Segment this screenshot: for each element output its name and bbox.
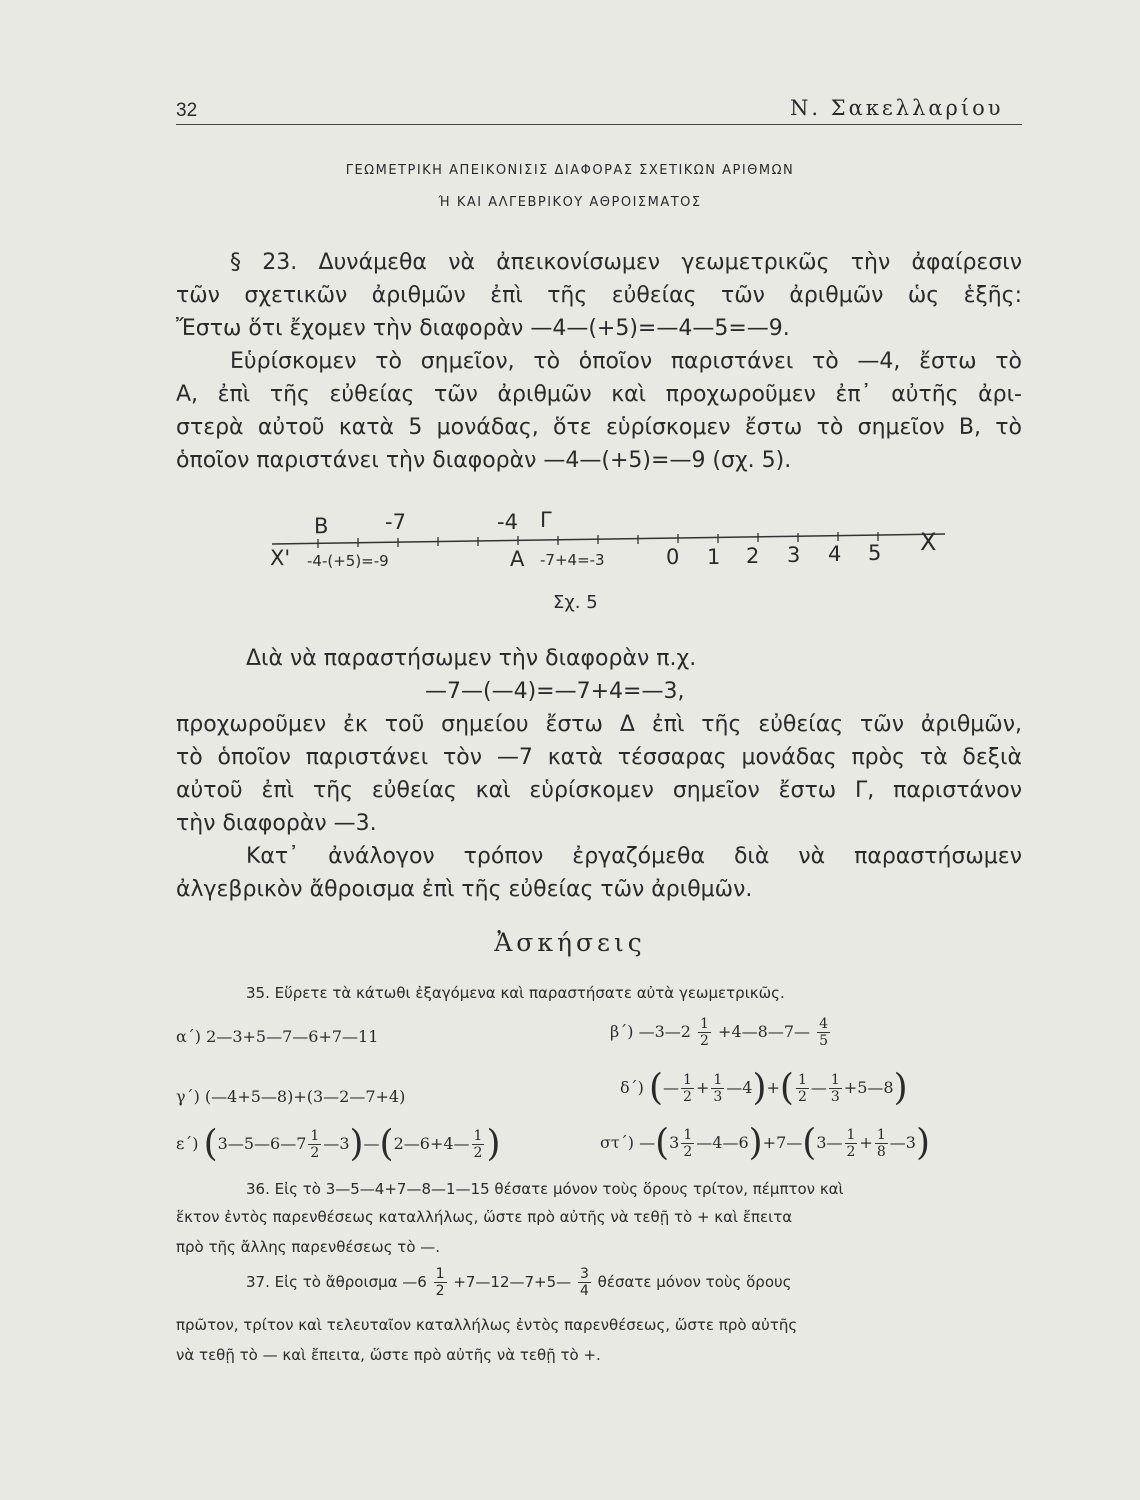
exercise-35-b: β΄) —3—2 $\frac{1}{2}$ +4—8—7— $\frac{4}{5}$ [610,1016,829,1049]
para1-line: § 23. Δυνάμεθα νὰ ἀπεικονίσωμεν γεωμετρικῶς τὴν ἀφαίρεσιν [230,250,1022,275]
exercise-37-line: πρῶτον, τρίτον καὶ τελευταῖον καταλλήλως ἐντὸς παρενθέσεως, ὥστε πρὸ αὐτῆς [176,1316,798,1334]
point-label-b: Β [314,514,329,538]
para2-line: τὴν διαφορὰν —3. [176,811,377,836]
expression-label-2: -7+4=-3 [540,551,605,569]
running-head-author: Ν. Σακελλαρίου [790,96,1004,120]
para2-line: προχωροῦμεν ἐκ τοῦ σημείου ἔστω Δ ἐπὶ τῆς εὐθείας τῶν ἀριθμῶν, [176,712,1022,737]
exercises-heading: Ἀσκήσεις [494,928,646,957]
section-title-line2: Ή ΚΑΙ ΑΛΓΕΒΡΙΚΟΥ ΑΘΡΟΙΣΜΑΤΟΣ [438,195,702,210]
exercise-35-d: δ΄) (— $\frac{1}{2}$ + $\frac{1}{3}$ —4)+( $\frac{1}{2}$ — $\frac{1}{3}$ +5—8) [620,1067,908,1109]
para1-line: Εὑρίσκομεν τὸ σημεῖον, τὸ ὁποῖον παριστάνει τὸ —4, ἔστω τὸ [230,349,1022,374]
exercise-36-line: πρὸ τῆς ἄλλης παρενθέσεως τὸ —. [176,1238,441,1256]
tick-label: 1 [707,545,721,569]
exercise-35-a: α΄) 2—3+5—7—6+7—11 [176,1027,379,1046]
point-label-a: Α [510,547,525,571]
exercise-35-c: γ΄) (—4+5—8)+(3—2—7+4) [176,1087,406,1106]
figure-caption: Σχ. 5 [553,592,598,613]
tick-label-minus7: -7 [385,510,406,534]
axis-label-x: Χ [920,528,937,556]
para3-line: ἀλγεβρικὸν ἄθροισμα ἐπὶ τῆς εὐθείας τῶν ἀριθμῶν. [176,877,753,902]
header-rule [176,124,1022,125]
para2-line: αὐτοῦ ἐπὶ τῆς εὐθείας καὶ εὑρίσκομεν σημεῖον ἔστω Γ, παριστάνον [176,778,1022,803]
expression-label-1: -4-(+5)=-9 [307,552,389,570]
para2-line: Διὰ νὰ παραστήσωμεν τὴν διαφορὰν π.χ. [246,646,697,671]
para1-line: Ἔστω ὅτι ἔχομεν τὴν διαφορὰν —4—(+5)=—4—5=—9. [176,316,790,341]
exercise-35-e: ε΄) (3—5—6—7 $\frac{1}{2}$ —3)—(2—6+4— $\frac{1}{2}$ ) [176,1123,501,1165]
para2-line: τὸ ὁποῖον παριστάνει τὸν —7 κατὰ τέσσαρας μονάδας πρὸς τὰ δεξιὰ [176,745,1022,770]
para2-formula: —7—(—4)=—7+4=—3, [425,679,685,704]
tick-label: 4 [828,542,842,566]
para3-line: Κατ᾿ ἀνάλογον τρόπον ἐργαζόμεθα διὰ νὰ παραστήσωμεν [246,844,1022,869]
tick-label: 5 [868,541,882,565]
tick-label: 0 [666,545,680,569]
exercise-35-st: στ΄) —(3 $\frac{1}{2}$ —4—6)+7—(3— $\frac{1}{2}$ + $\frac{1}{8}$ —3) [600,1122,930,1164]
exercise-35-intro: 35. Εὕρετε τὰ κάτωθι ἐξαγόμενα καὶ παραστήσατε αὐτὰ γεωμετρικῶς. [246,984,785,1002]
exercise-37-line: 37. Εἰς τὸ ἄθροισμα —6 $\frac{1}{2}$ +7—12—7+5— $\frac{3}{4}$ θέσατε μόνον τοὺς ὅρους [246,1266,792,1299]
page-number: 32 [176,100,198,121]
para1-line: στερὰ αὐτοῦ κατὰ 5 μονάδας, ὅτε εὑρίσκομεν ἔστω τὸ σημεῖον Β, τὸ [176,415,1022,440]
tick-label-minus4: -4 [497,510,518,534]
point-label-g: Γ [540,508,552,532]
tick-label: 2 [746,544,760,568]
exercise-36-line: ἕκτον ἐντὸς παρενθέσεως καταλλήλως, ὥστε πρὸ αὐτῆς νὰ τεθῇ τὸ + καὶ ἔπειτα [176,1208,793,1226]
para1-line: Α, ἐπὶ τῆς εὐθείας τῶν ἀριθμῶν καὶ προχωροῦμεν ἐπ᾿ αὐτῆς ἀρι- [176,382,1022,407]
tick-label: 3 [787,543,801,567]
section-title-line1: ΓΕΩΜΕΤΡΙΚΗ ΑΠΕΙΚΟΝΙΣΙΣ ΔΙΑΦΟΡΑΣ ΣΧΕΤΙΚΩΝ ΑΡΙΘΜΩΝ [345,163,795,178]
exercise-37-line: νὰ τεθῇ τὸ — καὶ ἔπειτα, ὥστε πρὸ αὐτῆς νὰ τεθῇ τὸ +. [176,1346,601,1364]
axis-label-x-prime: Χ' [270,546,291,570]
para1-line: τῶν σχετικῶν ἀριθμῶν ἐπὶ τῆς εὐθείας τῶν ἀριθμῶν ὡς ἑξῆς: [176,283,1022,308]
para1-line: ὁποῖον παριστάνει τὴν διαφορὰν —4—(+5)=—9 (σχ. 5). [176,448,792,473]
exercise-36-line: 36. Εἰς τὸ 3—5—4+7—8—1—15 θέσατε μόνον τοὺς ὅρους τρίτον, πέμπτον καὶ [246,1180,844,1198]
